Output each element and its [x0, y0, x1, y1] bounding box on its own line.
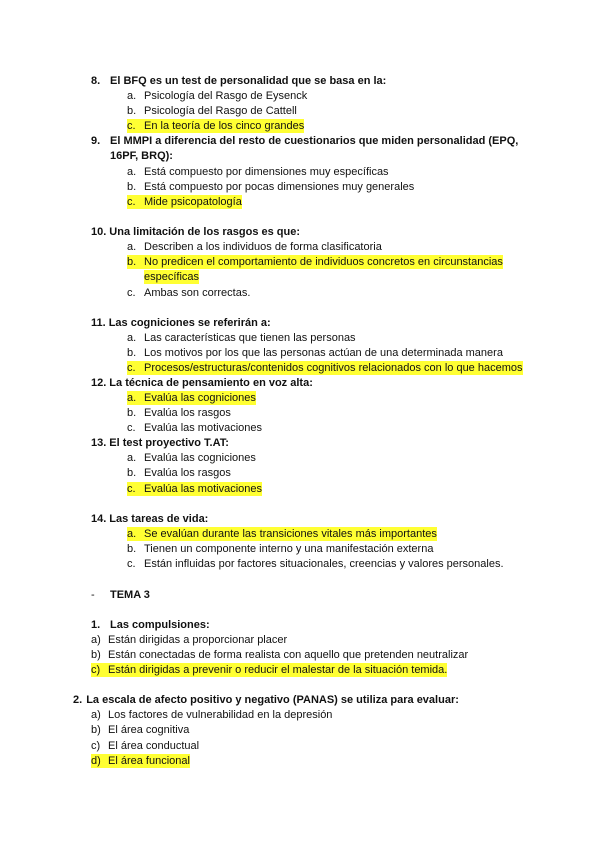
- tema3-question-2-option-b: [91, 723, 189, 737]
- question-10: [91, 225, 300, 239]
- question-11: [91, 316, 271, 330]
- question-14-option-a-highlighted: [127, 527, 437, 541]
- option-label: a.: [127, 166, 137, 178]
- question-number: 8.: [91, 75, 101, 87]
- option-text: Ambas son correctas.: [144, 287, 251, 299]
- option-text: Están dirigidas a prevenir o reducir el malestar de la situación temida.: [108, 664, 448, 676]
- option-label: b.: [127, 467, 137, 479]
- question-number: 14.: [91, 513, 107, 525]
- question-13-option-b: [127, 466, 231, 480]
- question-10-option-a: [127, 240, 382, 254]
- question-number: 9.: [91, 135, 101, 147]
- question-14: [91, 512, 208, 526]
- tema3-question-2: [73, 693, 459, 707]
- question-10-option-c: [127, 286, 250, 300]
- question-text: Una limitación de los rasgos es que:: [109, 226, 301, 238]
- option-text: Mide psicopatología: [144, 196, 242, 208]
- option-label: b.: [127, 256, 137, 268]
- option-label: c): [91, 740, 101, 752]
- question-12-option-b: [127, 406, 231, 420]
- option-label: c.: [127, 483, 136, 495]
- tema3-question-1: [91, 618, 210, 632]
- question-text: El BFQ es un test de personalidad que se basa en la:: [110, 75, 387, 87]
- option-text: No predicen el comportamiento de individuos concretos en circunstancias: [144, 256, 503, 268]
- question-text: El test proyectivo T.AT:: [109, 437, 229, 449]
- option-text: Evalúa las cogniciones: [144, 452, 256, 464]
- option-label: c.: [127, 287, 136, 299]
- question-text: Las cogniciones se referirán a:: [108, 317, 271, 329]
- tema3-question-1-option-a: [91, 633, 287, 647]
- option-text: Evalúa las cogniciones: [144, 392, 256, 404]
- tema3-question-2-option-c: [91, 739, 199, 753]
- question-9-option-a: [127, 165, 389, 179]
- question-text: 16PF, BRQ):: [110, 150, 173, 162]
- option-label: a.: [127, 332, 137, 344]
- option-text: Las características que tienen las personas: [144, 332, 356, 344]
- option-label: c.: [127, 196, 136, 208]
- tema3-question-1-option-b: [91, 648, 468, 662]
- question-8-option-b: [127, 104, 297, 118]
- option-label: b.: [127, 347, 137, 359]
- option-text: Están influidas por factores situacionales, creencias y valores personales.: [144, 558, 504, 570]
- option-label: b.: [127, 105, 137, 117]
- option-label: c.: [127, 558, 136, 570]
- option-text: Psicología del Rasgo de Cattell: [144, 105, 297, 117]
- option-text: Psicología del Rasgo de Eysenck: [144, 90, 308, 102]
- option-label: a.: [127, 452, 137, 464]
- question-9-option-b: [127, 180, 414, 194]
- option-label: c): [91, 664, 101, 676]
- question-8-option-a: [127, 89, 307, 103]
- question-number: 2.: [73, 694, 83, 706]
- question-8: [91, 74, 386, 88]
- option-label: a): [91, 634, 101, 646]
- option-label: b.: [127, 407, 137, 419]
- option-text: Evalúa los rasgos: [144, 467, 231, 479]
- question-number: 11.: [91, 317, 106, 329]
- option-label: a): [91, 709, 101, 721]
- option-text: En la teoría de los cinco grandes: [144, 120, 305, 132]
- question-9-option-c-highlighted: [127, 195, 242, 209]
- option-label: a.: [127, 392, 137, 404]
- option-label: b.: [127, 543, 137, 555]
- option-text: Están conectadas de forma realista con aquello que pretenden neutralizar: [108, 649, 469, 661]
- bullet-dash: -: [91, 589, 95, 601]
- question-9: [91, 134, 518, 148]
- question-12-option-a-highlighted: [127, 391, 256, 405]
- question-number: 12.: [91, 377, 107, 389]
- tema3-question-2-option-d-highlighted: [91, 754, 190, 768]
- option-text: El área funcional: [108, 755, 190, 767]
- option-text: Está compuesto por dimensiones muy específicas: [144, 166, 389, 178]
- question-9-continuation: [110, 149, 173, 163]
- question-text: La escala de afecto positivo y negativo (PANAS) se utiliza para evaluar:: [86, 694, 459, 706]
- option-label: a.: [127, 90, 137, 102]
- option-label: b): [91, 724, 101, 736]
- question-text: La técnica de pensamiento en voz alta:: [109, 377, 313, 389]
- tema3-question-2-option-a: [91, 708, 332, 722]
- option-text: Tienen un componente interno y una manifestación externa: [144, 543, 434, 555]
- option-label: c.: [127, 120, 136, 132]
- option-label: a.: [127, 528, 137, 540]
- question-number: 1.: [91, 619, 101, 631]
- question-11-option-c-highlighted: [127, 361, 523, 375]
- question-13: [91, 436, 229, 450]
- option-text: El área conductual: [108, 740, 200, 752]
- question-13-option-a: [127, 451, 256, 465]
- option-text: Están dirigidas a proporcionar placer: [108, 634, 288, 646]
- option-text: específicas: [144, 271, 200, 283]
- section-title: TEMA 3: [110, 589, 150, 601]
- section-heading: [91, 588, 150, 602]
- option-text: Se evalúan durante las transiciones vitales más importantes: [144, 528, 437, 540]
- option-label: b): [91, 649, 101, 661]
- question-10-option-b-highlighted: [127, 255, 503, 269]
- option-label: b.: [127, 181, 137, 193]
- question-text: Las compulsiones:: [110, 619, 210, 631]
- tema3-question-1-option-c-highlighted: [91, 663, 447, 677]
- option-text: Los factores de vulnerabilidad en la depresión: [108, 709, 333, 721]
- option-text: Evalúa los rasgos: [144, 407, 231, 419]
- option-text: Evalúa las motivaciones: [144, 422, 263, 434]
- option-label: c.: [127, 362, 136, 374]
- option-text: Los motivos por los que las personas actúan de una determinada manera: [144, 347, 503, 359]
- question-11-option-a: [127, 331, 356, 345]
- option-label: a.: [127, 241, 137, 253]
- question-11-option-b: [127, 346, 503, 360]
- option-text: El área cognitiva: [108, 724, 190, 736]
- question-number: 13.: [91, 437, 107, 449]
- question-number: 10.: [91, 226, 107, 238]
- question-12-option-c: [127, 421, 262, 435]
- question-text: Las tareas de vida:: [109, 513, 209, 525]
- question-10-option-b-continuation: [144, 270, 199, 284]
- option-text: Evalúa las motivaciones: [144, 483, 263, 495]
- option-text: Procesos/estructuras/contenidos cognitivos relacionados con lo que hacemos: [144, 362, 523, 374]
- question-8-option-c-highlighted: [127, 119, 304, 133]
- question-text: El MMPI a diferencia del resto de cuestionarios que miden personalidad (EPQ,: [110, 135, 519, 147]
- option-label: c.: [127, 422, 136, 434]
- question-14-option-c: [127, 557, 504, 571]
- question-13-option-c-highlighted: [127, 482, 262, 496]
- question-12: [91, 376, 313, 390]
- question-14-option-b: [127, 542, 433, 556]
- option-text: Describen a los individuos de forma clasificatoria: [144, 241, 382, 253]
- option-label: d): [91, 755, 101, 767]
- option-text: Está compuesto por pocas dimensiones muy generales: [144, 181, 415, 193]
